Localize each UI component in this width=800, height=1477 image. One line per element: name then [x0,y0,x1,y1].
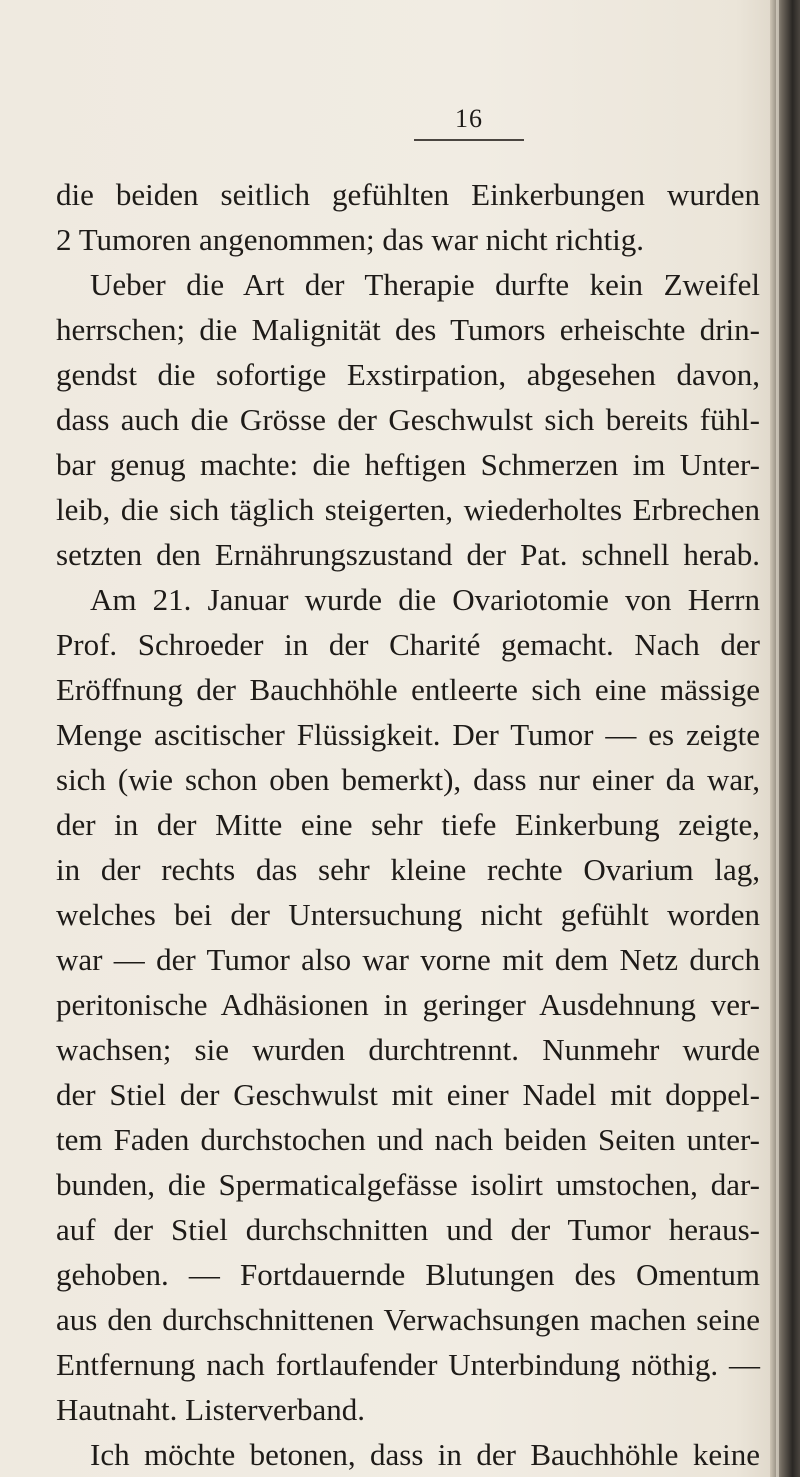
text-line: die beiden seitlich gefühlten Einkerbungen wurden [56,177,760,212]
text-line: Ueber die Art der Therapie durfte kein Zweifel [90,267,760,302]
text-line: in der rechts das sehr kleine rechte Ovarium lag, [56,852,760,887]
text-line: aus den durchschnittenen Verwachsungen machen seine [56,1302,760,1337]
text-line: welches bei der Untersuchung nicht gefühlt worden [56,897,760,932]
text-line: Am 21. Januar wurde die Ovariotomie von Herrn [90,582,760,617]
text-line: wachsen; sie wurden durchtrennt. Nunmehr wurde [56,1032,760,1067]
text-line: Entfernung nach fortlaufender Unterbindung nöthig. — [56,1347,760,1382]
text-line: der Stiel der Geschwulst mit einer Nadel mit doppel- [56,1077,760,1112]
text-line: gendst die sofortige Exstirpation, abgesehen davon, [56,357,760,392]
body-text [56,172,760,1477]
text-line: dass auch die Grösse der Geschwulst sich bereits fühl- [56,402,760,437]
text-line: Prof. Schroeder in der Charité gemacht. Nach der [56,627,760,662]
text-line: 2 Tumoren angenommen; das war nicht richtig. [56,222,645,257]
text-line: herrschen; die Malignität des Tumors erheischte drin- [56,312,760,347]
book-binding-edge [770,0,800,1477]
text-line: tem Faden durchstochen und nach beiden Seiten unter- [56,1122,760,1157]
text-line: Menge ascitischer Flüssigkeit. Der Tumor — es zeigte [56,717,760,752]
text-line: gehoben. — Fortdauernde Blutungen des Omentum [56,1257,760,1292]
text-line: sich (wie schon oben bemerkt), dass nur einer da war, [56,762,760,797]
page-number-rule [414,139,524,141]
text-line: bar genug machte: die heftigen Schmerzen im Unter- [56,447,760,482]
text-line: setzten den Ernährungszustand der Pat. schnell herab. [56,537,760,572]
text-line: Ich möchte betonen, dass in der Bauchhöhle keine [90,1437,760,1472]
text-line: auf der Stiel durchschnitten und der Tumor heraus- [56,1212,760,1247]
text-line: peritonische Adhäsionen in geringer Ausdehnung ver- [56,987,760,1022]
text-line: Hautnaht. Listerverband. [56,1392,366,1427]
text-line: Eröffnung der Bauchhöhle entleerte sich eine mässige [56,672,760,707]
page-number: 16 [455,104,483,133]
text-line: der in der Mitte eine sehr tiefe Einkerbung zeigte, [56,807,760,842]
text-line: war — der Tumor also war vorne mit dem Netz durch [56,942,760,977]
text-line: bunden, die Spermaticalgefässe isolirt umstochen, dar- [56,1167,760,1202]
text-line: leib, die sich täglich steigerten, wiederholtes Erbrechen [56,492,760,527]
